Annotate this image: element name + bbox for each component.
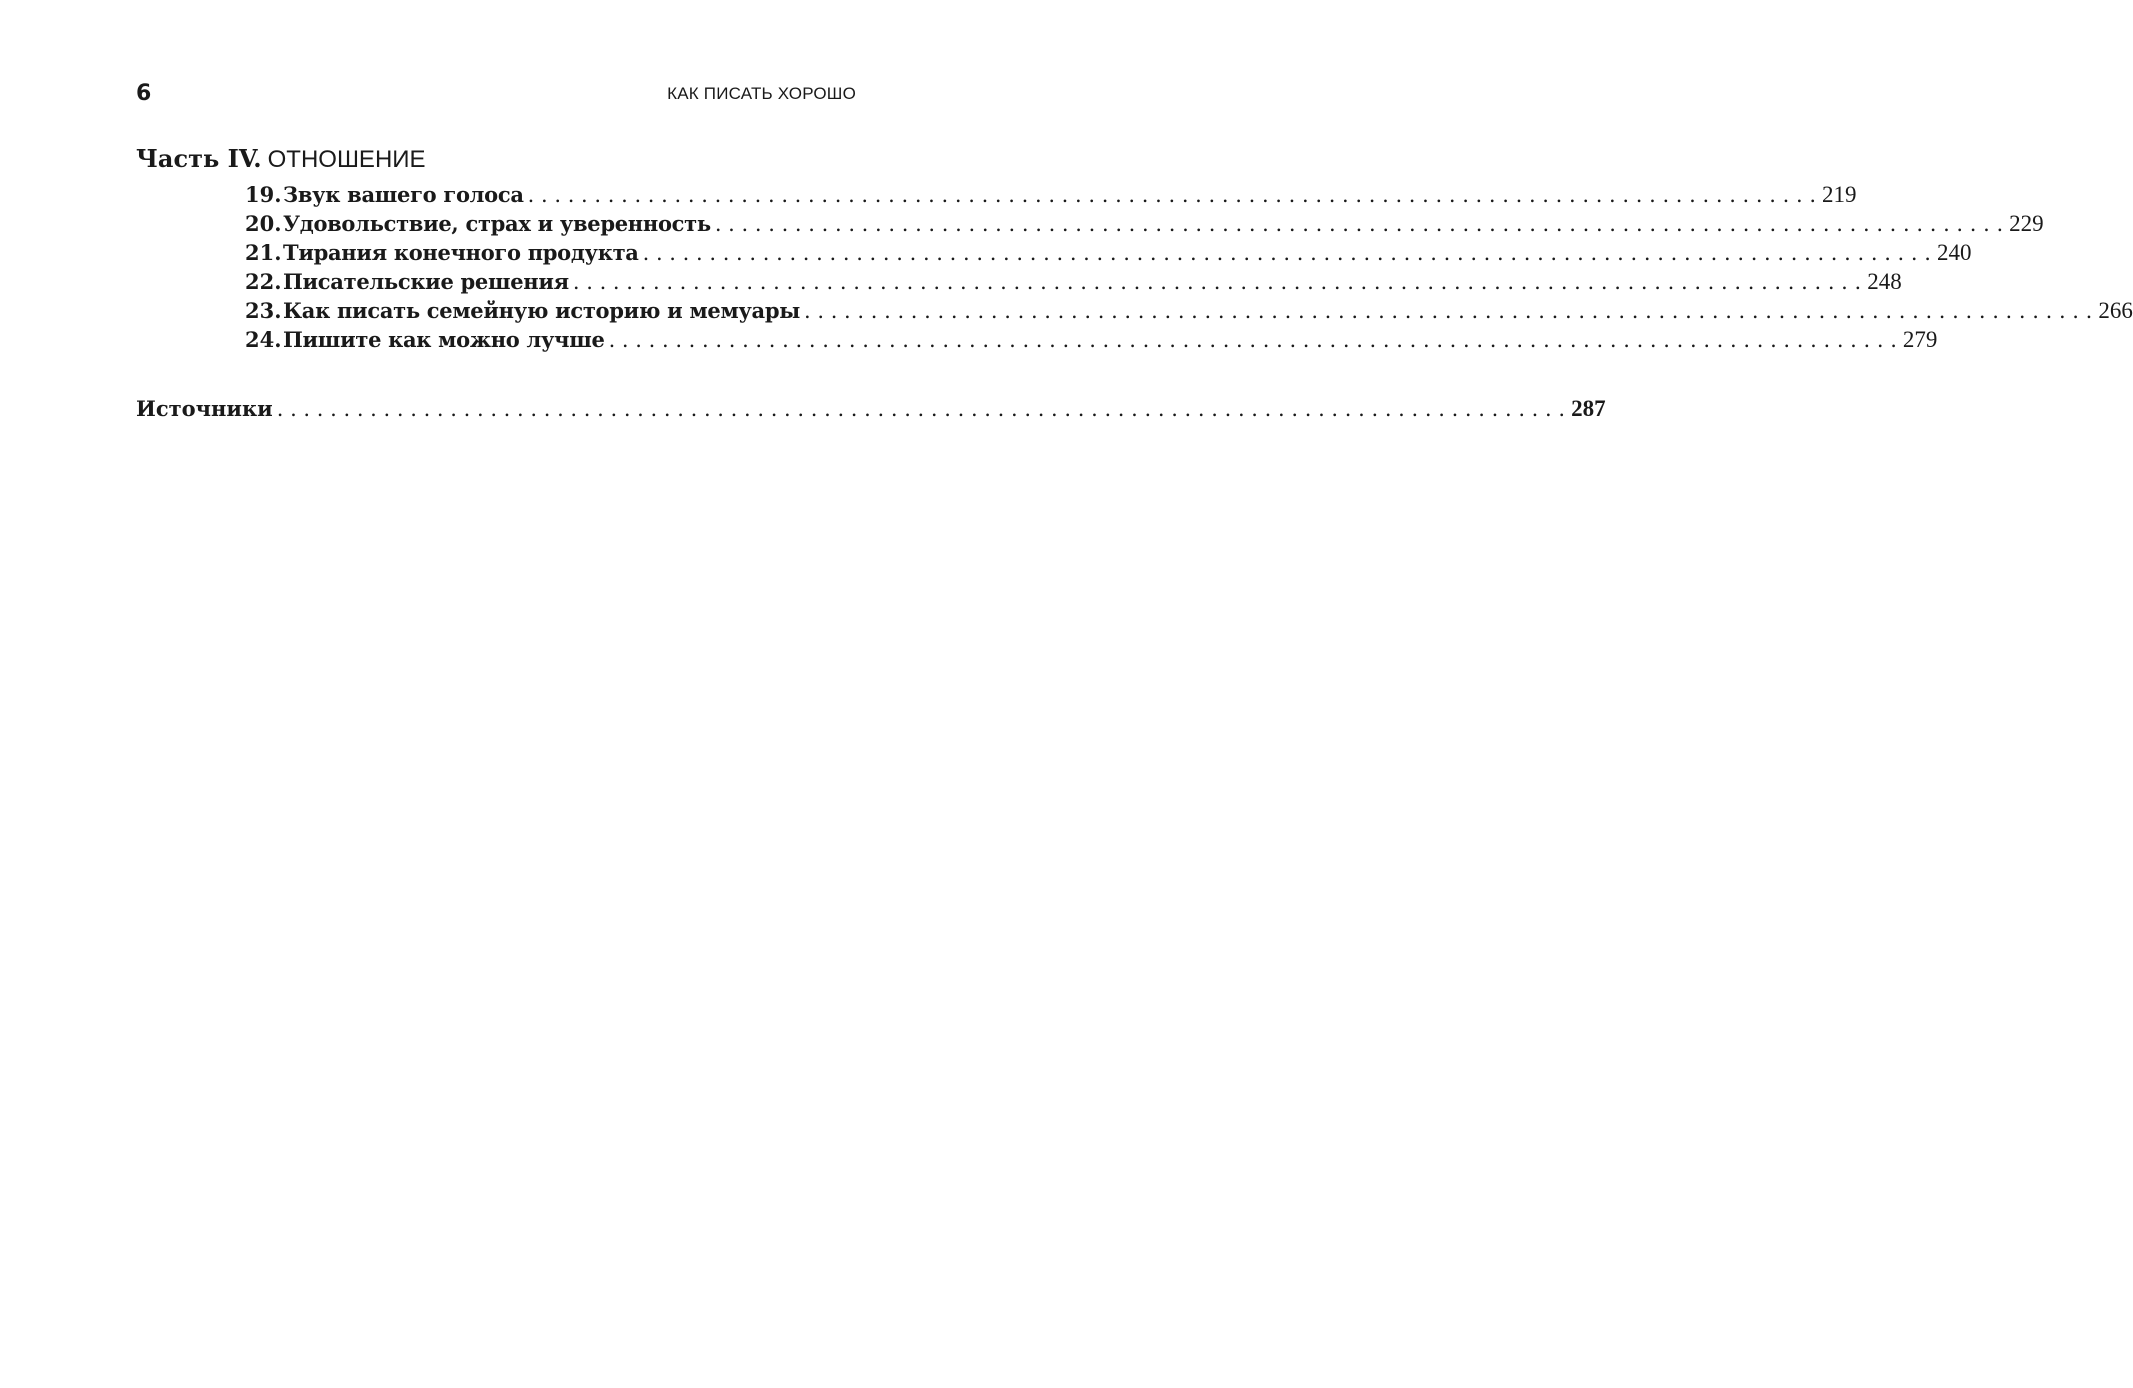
chapter-page: 240 [1936,240,1972,265]
sources-entry[interactable] [136,394,1606,424]
toc-entry[interactable] [245,267,1902,296]
chapter-title: Как писать семейную историю и мемуары [283,298,800,323]
running-head: КАК ПИСАТЬ ХОРОШО [667,84,856,103]
part-title: ОТНОШЕНИЕ [267,146,426,173]
chapter-page: 248 [1867,269,1902,294]
dot-leader [804,297,2092,326]
chapter-page: 266 [2098,298,2133,323]
chapter-page: 229 [2009,211,2044,236]
part-label: Часть IV. [136,144,262,173]
sources-page: 287 [1571,396,1606,421]
toc-entry[interactable] [245,296,2133,325]
chapter-title: Пишите как можно лучше [283,327,605,352]
chapter-page: 279 [1902,327,1938,352]
toc-entry[interactable] [245,238,1972,267]
dot-leader [643,239,1931,268]
chapter-number: 24. [245,327,282,352]
toc-entry[interactable] [245,209,2044,238]
chapter-page: 219 [1822,182,1857,207]
dot-leader [573,268,1861,297]
chapter-title: Писательские решения [283,269,569,294]
chapter-number: 21. [245,240,282,265]
toc-entry[interactable] [245,325,1938,354]
chapter-title: Звук вашего голоса [283,182,524,207]
toc-entry[interactable] [245,180,1857,209]
dot-leader [528,181,1816,210]
toc-list [245,180,2133,354]
chapter-number: 20. [245,211,282,236]
chapter-number: 23. [245,298,282,323]
part-heading [136,144,426,175]
dot-leader [277,395,1565,424]
chapter-number: 19. [245,182,282,207]
page-number: 6 [136,81,152,106]
dot-leader [609,326,1897,355]
sources-title: Источники [136,396,273,421]
chapter-title: Тирания конечного продукта [283,240,639,265]
chapter-number: 22. [245,269,282,294]
dot-leader [715,210,2003,239]
chapter-title: Удовольствие, страх и уверенность [283,211,711,236]
